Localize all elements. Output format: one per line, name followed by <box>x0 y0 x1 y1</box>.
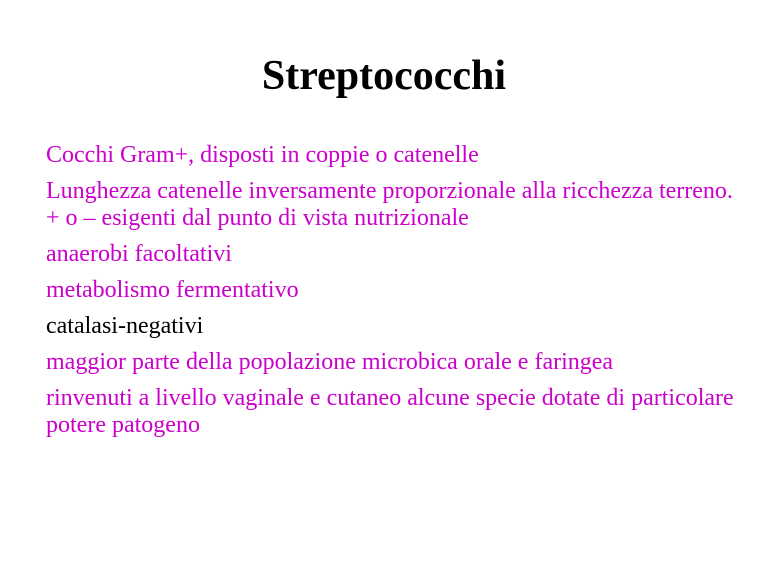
bullet-item: rinvenuti a livello vaginale e cutaneo alcune specie dotate di particolare potere patogeno <box>46 385 734 438</box>
bullet-item: Cocchi Gram+, disposti in coppie o catenelle <box>46 142 479 168</box>
slide-title: Streptococchi <box>261 53 507 99</box>
bullet-item: Lunghezza catenelle inversamente proporzionale alla ricchezza terreno. + o – esigenti dal punto di vista nutrizionale <box>46 178 733 231</box>
bullet-item: anaerobi facoltativi <box>46 241 232 267</box>
bullet-item: metabolismo fermentativo <box>46 277 299 303</box>
bullet-list <box>46 142 736 448</box>
bullet-item: maggior parte della popolazione microbica orale e faringea <box>46 349 614 375</box>
bullet-item: catalasi-negativi <box>46 313 204 339</box>
